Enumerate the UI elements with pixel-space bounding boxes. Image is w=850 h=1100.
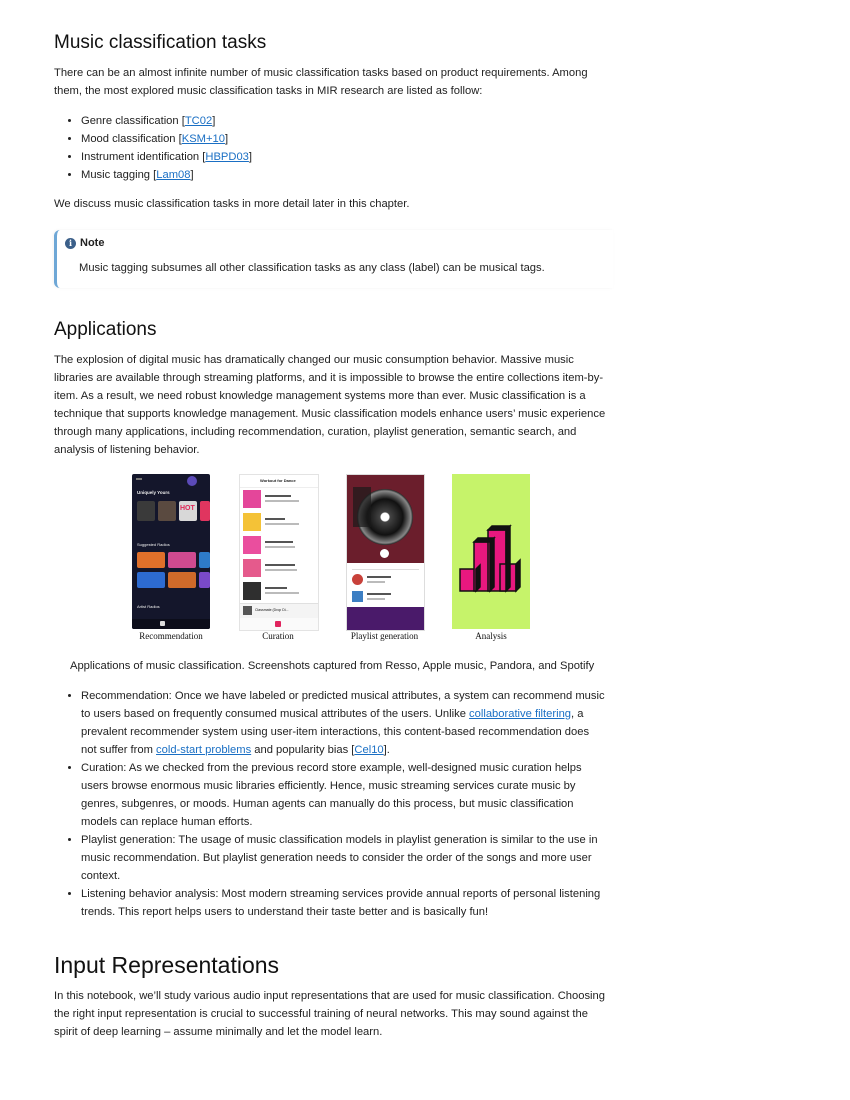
figure-caption: Applications of music classification. Screenshots captured from Resso, Apple music, Pandora, and Spotify xyxy=(70,660,595,672)
figure-label: Analysis xyxy=(475,631,507,641)
list-item: • Recommendation: Once we have labeled or predicted musical attributes, a system can recommend music to users based on frequently consumed musical attributes of the users. Unlike collaborative filtering, a prevalent recommender system using user-item interactions, this content-based recommendation does not suffer from cold-start problems and popularity bias [Cel10]. xyxy=(81,687,611,759)
recommendation-screenshot xyxy=(132,474,210,629)
suggested-radios-label: Suggested Radios xyxy=(137,542,170,547)
list-item: • Genre classification [TC02] xyxy=(81,112,601,130)
list-item: • Playlist generation: The usage of music classification models in playlist generation is similar to the use in music recommendation. But playlist generation needs to consider the order of the songs and more user context. xyxy=(81,831,611,885)
task-list xyxy=(54,112,601,184)
note-callout xyxy=(54,230,613,288)
applications-figure xyxy=(132,474,532,646)
note-title: i Note xyxy=(65,237,104,249)
info-icon: i xyxy=(65,238,76,249)
note-body: Music tagging subsumes all other classification tasks as any class (label) can be musical tags. xyxy=(79,262,545,274)
section-heading-input-representations: Input Representations xyxy=(54,952,280,978)
screen-header: Workout for Dance xyxy=(260,478,296,483)
list-item: • Instrument identification [HBPD03] xyxy=(81,148,601,166)
screen-title: Uniquely Yours xyxy=(137,490,170,495)
applications-list xyxy=(54,687,611,921)
list-item: • Mood classification [KSM+10] xyxy=(81,130,601,148)
figure-label: Recommendation xyxy=(139,631,203,641)
figure-label: Playlist generation xyxy=(350,631,419,641)
intro-paragraph xyxy=(54,64,610,100)
curation-screenshot xyxy=(239,474,319,631)
section-heading-applications: Applications xyxy=(54,319,157,340)
intro-line: There can be an almost infinite number of music classification tasks based on product requirements. Among xyxy=(54,67,588,79)
intro-line: them, the most explored music classification tasks in MIR research are listed as follow: xyxy=(54,85,483,97)
citation-link[interactable]: TC02 xyxy=(184,115,213,127)
analysis-screenshot xyxy=(452,474,530,629)
input-paragraph: In this notebook, we’ll study various audio input representations that are used for music classification. Choosing the right input representation is crucial to successful training of neural networks. This may sound against the spirit of deep learning – assume minimally and let the model learn. xyxy=(54,990,605,1038)
applications-paragraph: The explosion of digital music has dramatically changed our music consumption behavior. Massive music libraries are available through streaming platforms, and it is impossible to browse the entire collections item-by- item. As a result, we need robust knowledge management systems more than ever. Music classification is a technique that supports knowledge management. Music classification models enhance users’ music experience through many applications, including recommendation, curation, playlist generation, semantic search, and analysis of listening behavior. xyxy=(54,354,606,456)
now-playing-label: Classmate (Drop Di... xyxy=(255,608,289,612)
citation-link[interactable]: HBPD03 xyxy=(205,151,249,163)
citation-link[interactable]: KSM+10 xyxy=(181,133,225,145)
hot-badge: HOT xyxy=(180,505,195,512)
section-heading-music-classification-tasks: Music classification tasks xyxy=(54,32,267,53)
list-item: • Music tagging [Lam08] xyxy=(81,166,601,184)
citation-link[interactable]: Lam08 xyxy=(156,169,191,181)
outro-paragraph: We discuss music classification tasks in more detail later in this chapter. xyxy=(54,198,410,210)
playlist-screenshot xyxy=(346,474,425,631)
list-item: • Curation: As we checked from the previous record store example, well-designed music curation helps users browse enormous music libraries efficiently. Hence, music streaming services curate music by genres, subgenres, or moods. Human agents can manually do this process, but music classification models can replace human efforts. xyxy=(81,759,611,831)
list-item: • Listening behavior analysis: Most modern streaming services provide annual reports of personal listening trends. This report helps users to understand their taste better and is basically fun! xyxy=(81,885,611,921)
collaborative-filtering-link[interactable]: collaborative filtering xyxy=(469,708,572,720)
citation-link[interactable]: Cel10 xyxy=(354,744,384,756)
analysis-bars-graphic xyxy=(452,474,530,629)
figure-label: Curation xyxy=(262,631,294,641)
artist-radios-label: Artist Radios xyxy=(137,604,160,609)
cold-start-link[interactable]: cold-start problems xyxy=(156,744,252,756)
